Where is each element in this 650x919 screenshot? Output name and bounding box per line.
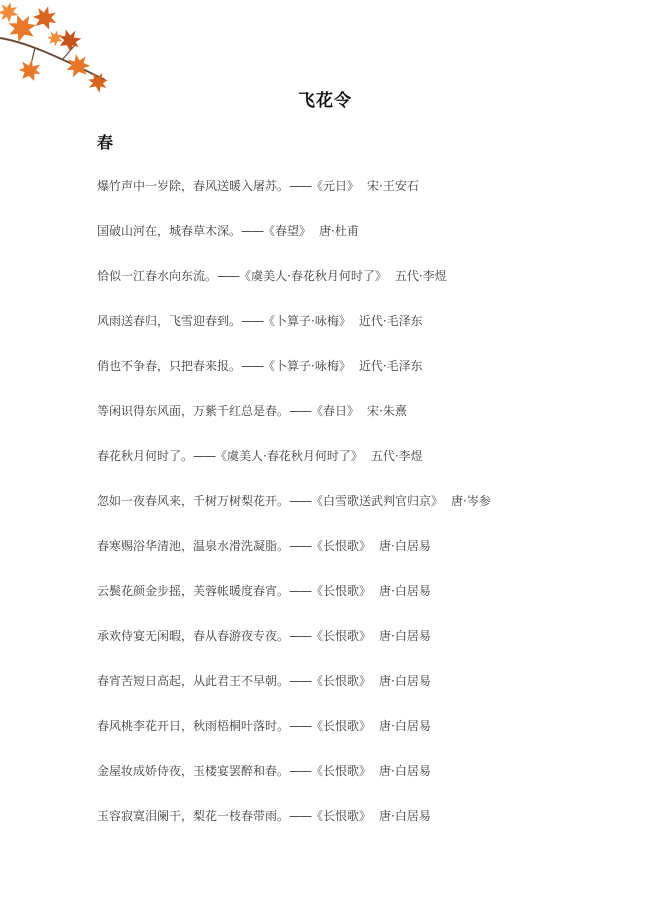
maple-leaf-icon <box>17 57 42 82</box>
section-heading: 春 <box>97 133 114 152</box>
verse-item <box>97 533 627 578</box>
verse-author: 唐·岑参 <box>451 494 491 508</box>
verse-item <box>97 173 627 218</box>
verse-author: 唐·杜甫 <box>319 224 359 238</box>
verse-work-title: 《白雪歌送武判官归京》 <box>311 494 444 508</box>
verse-line: 忽如一夜春风来，千树万树梨花开。 <box>97 494 290 508</box>
verse-work-title: 《长恨歌》 <box>311 629 372 643</box>
verse-line: 等闲识得东风面，万紫千红总是春。 <box>97 404 290 418</box>
verse-author: 唐·白居易 <box>379 629 431 643</box>
verse-item <box>97 263 627 308</box>
verse-separator: —— <box>289 719 312 733</box>
verse-separator: —— <box>289 764 312 778</box>
verse-work-title: 《卜算子·咏梅》 <box>263 359 351 373</box>
verse-author: 唐·白居易 <box>379 764 431 778</box>
verse-work-title: 《元日》 <box>311 179 360 193</box>
verse-author: 唐·白居易 <box>379 584 431 598</box>
verse-author: 唐·白居易 <box>379 719 431 733</box>
branch <box>0 38 105 80</box>
verse-separator: —— <box>289 539 312 553</box>
verse-author: 五代·李煜 <box>394 269 447 283</box>
verse-work-title: 《长恨歌》 <box>311 764 372 778</box>
verse-item <box>97 353 627 398</box>
verse-author: 五代·李煜 <box>370 449 423 463</box>
verse-line: 爆竹声中一岁除，春风送暖入屠苏。 <box>97 179 290 193</box>
verse-item <box>97 308 627 353</box>
verse-line: 恰似一江春水向东流。 <box>97 269 218 283</box>
autumn-leaves-decoration <box>0 0 120 100</box>
verse-item <box>97 713 627 758</box>
verse-author: 唐·白居易 <box>379 539 431 553</box>
verse-work-title: 《长恨歌》 <box>311 809 372 823</box>
verse-work-title: 《虞美人·春花秋月何时了》 <box>215 449 363 463</box>
verse-item <box>97 443 627 488</box>
verse-line: 春花秋月何时了。 <box>97 449 194 463</box>
verse-work-title: 《长恨歌》 <box>311 539 372 553</box>
verse-author: 唐·白居易 <box>379 809 431 823</box>
verse-line: 风雨送春归，飞雪迎春到。 <box>97 314 242 328</box>
verse-line: 国破山河在，城春草木深。 <box>97 224 242 238</box>
verse-author: 近代·毛泽东 <box>358 314 423 328</box>
verse-separator: —— <box>241 224 264 238</box>
verse-separator: —— <box>217 269 240 283</box>
verse-line: 春宵苦短日高起，从此君王不早朝。 <box>97 674 290 688</box>
verse-work-title: 《长恨歌》 <box>311 674 372 688</box>
verse-work-title: 《长恨歌》 <box>311 719 372 733</box>
verse-author: 宋·王安石 <box>367 179 419 193</box>
verse-author: 近代·毛泽东 <box>358 359 423 373</box>
verse-line: 俏也不争春，只把春来报。 <box>97 359 242 373</box>
verse-item <box>97 218 627 263</box>
verse-line: 金屋妆成娇侍夜，玉楼宴罢醉和春。 <box>97 764 290 778</box>
verse-item <box>97 578 627 623</box>
verse-list <box>97 173 627 848</box>
verse-work-title: 《长恨歌》 <box>311 584 372 598</box>
verse-work-title: 《春日》 <box>311 404 360 418</box>
verse-item <box>97 623 627 668</box>
document-title: 飞花令 <box>298 91 352 111</box>
maple-leaf-icon <box>31 3 60 30</box>
verse-work-title: 《春望》 <box>263 224 312 238</box>
verse-item <box>97 668 627 713</box>
verse-separator: —— <box>241 314 264 328</box>
maple-leaf-icon <box>64 52 91 78</box>
verse-separator: —— <box>289 629 312 643</box>
verse-separator: —— <box>289 404 312 418</box>
verse-item <box>97 758 627 803</box>
verse-item <box>97 398 627 443</box>
verse-separator: —— <box>193 449 216 463</box>
verse-line: 玉容寂寞泪阑干，梨花一枝春带雨。 <box>97 809 290 823</box>
verse-work-title: 《卜算子·咏梅》 <box>263 314 351 328</box>
verse-separator: —— <box>289 179 312 193</box>
verse-author: 唐·白居易 <box>379 674 431 688</box>
verse-separator: —— <box>289 674 312 688</box>
verse-line: 承欢侍宴无闲暇，春从春游夜专夜。 <box>97 629 290 643</box>
verse-separator: —— <box>289 494 312 508</box>
verse-author: 宋·朱熹 <box>367 404 407 418</box>
verse-work-title: 《虞美人·春花秋月何时了》 <box>239 269 387 283</box>
verse-line: 云鬓花颜金步摇，芙蓉帐暖度春宵。 <box>97 584 290 598</box>
verse-line: 春寒赐浴华清池，温泉水滑洗凝脂。 <box>97 539 290 553</box>
verse-item <box>97 488 627 533</box>
verse-line: 春风桃李花开日，秋雨梧桐叶落时。 <box>97 719 290 733</box>
verse-item <box>97 803 627 848</box>
verse-separator: —— <box>289 809 312 823</box>
verse-separator: —— <box>289 584 312 598</box>
verse-separator: —— <box>241 359 264 373</box>
